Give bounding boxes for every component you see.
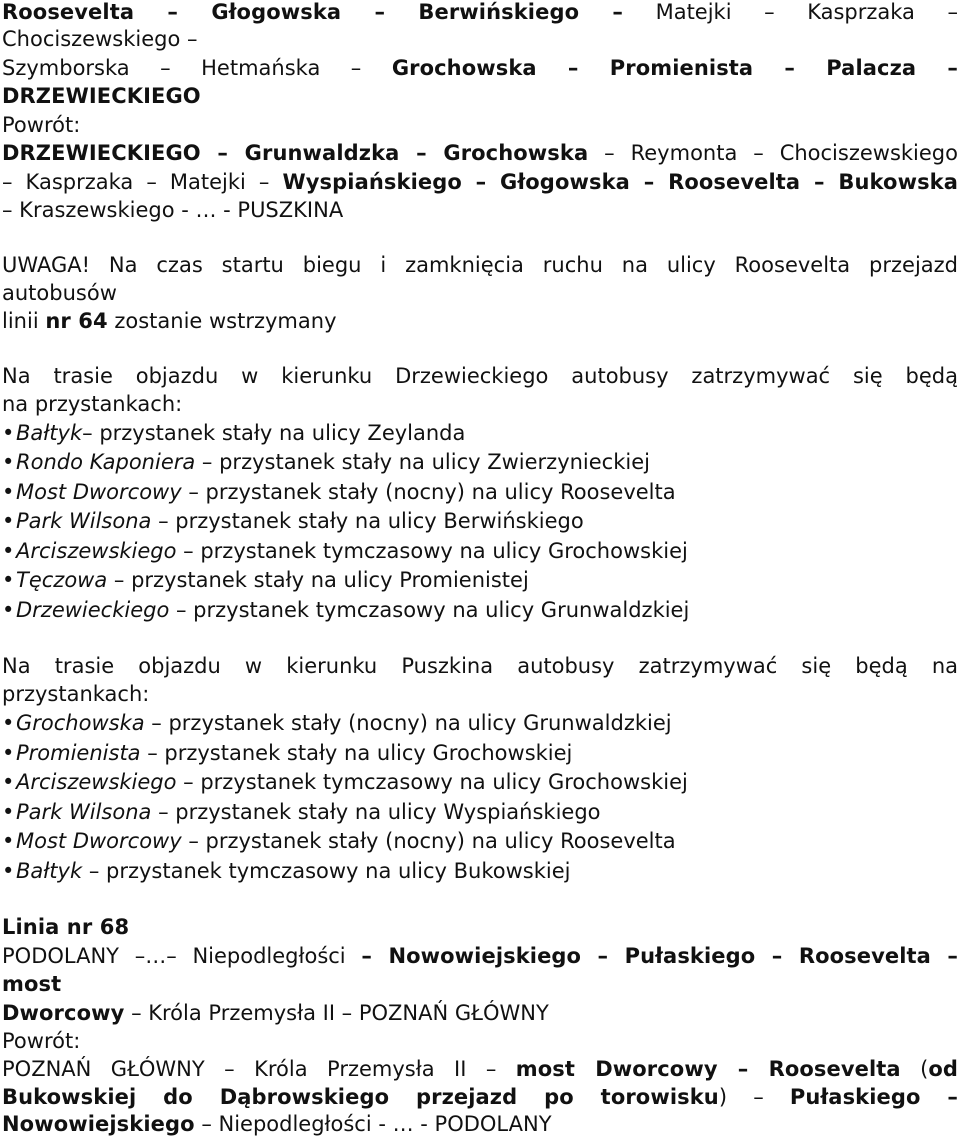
stop-list-item	[2, 827, 958, 856]
route64-line-6	[2, 139, 958, 168]
stop-list-item	[2, 419, 958, 448]
stop-name: Tęczowa	[16, 568, 108, 592]
route64-line-8: – Kraszewskiego - … - PUSZKINA	[2, 198, 344, 222]
route-segment-bold: Grochowska – Promienista – Palacza –	[391, 56, 958, 80]
stop-list-item	[2, 537, 958, 566]
bullet-icon: •	[2, 800, 15, 824]
bullet-icon: •	[2, 711, 15, 735]
route-segment-bold: DRZEWIECKIEGO – Grunwaldzka – Grochowska	[2, 141, 589, 165]
stop-description: – przystanek stały (nocny) na ulicy Grunwaldzkiej	[144, 711, 672, 735]
stop-description: – przystanek stały na ulicy Promienistej	[107, 568, 529, 592]
warning-line-1: UWAGA! Na czas startu biegu i zamknięcia ruchu na ulicy Roosevelta przejazd	[2, 253, 958, 277]
stop-list-item	[2, 507, 958, 536]
stop-description: – przystanek stały (nocny) na ulicy Roosevelta	[181, 480, 676, 504]
bullet-icon: •	[2, 480, 15, 504]
route64-line-4: DRZEWIECKIEGO	[2, 84, 201, 108]
stop-description: – przystanek stały na ulicy Berwińskiego	[151, 509, 584, 533]
stop-name: Most Dworcowy	[16, 829, 182, 853]
route-segment: – Niepodległości - … - PODOLANY	[194, 1112, 552, 1136]
stop-description: – przystanek stały (nocny) na ulicy Roosevelta	[181, 829, 676, 853]
stop-description: – przystanek tymczasowy na ulicy Grochowskiej	[176, 770, 688, 794]
stop-list-item	[2, 448, 958, 477]
detour-drzewieckiego-intro-2: na przystankach:	[2, 392, 183, 416]
route-segment: (	[900, 1057, 929, 1081]
route-segment: – Kasprzaka – Matejki –	[2, 170, 283, 194]
stop-name: Arciszewskiego	[16, 539, 177, 563]
bullet-icon: •	[2, 770, 15, 794]
warning-line-3	[2, 307, 958, 336]
line68-line-5	[2, 1055, 958, 1084]
stop-name: Most Dworcowy	[16, 480, 182, 504]
bullet-icon: •	[2, 539, 15, 563]
route64-line-7	[2, 168, 958, 197]
bullet-icon: •	[2, 421, 15, 445]
route-segment-bold: Nowowiejskiego	[2, 1112, 195, 1136]
stop-name: Bałtyk	[16, 421, 83, 445]
route-segment-bold: Roosevelta – Głogowska – Berwińskiego –	[2, 0, 624, 24]
stop-list-item	[2, 566, 958, 595]
route-segment-bold: od	[928, 1057, 958, 1081]
warning-text: linii	[2, 309, 46, 333]
stop-list-item	[2, 596, 958, 625]
stop-description: – przystanek tymczasowy na ulicy Grochowskiej	[176, 539, 688, 563]
stop-name: Drzewieckiego	[16, 598, 170, 622]
bullet-icon: •	[2, 598, 15, 622]
stop-list-item	[2, 709, 958, 738]
stop-name: Rondo Kaponiera	[16, 450, 196, 474]
stop-description: – przystanek tymczasowy na ulicy Grunwaldzkiej	[169, 598, 690, 622]
route-segment: PODOLANY –…– Niepodległości	[2, 944, 362, 968]
route-segment-bold: Pułaskiego –	[789, 1085, 959, 1109]
bullet-icon: •	[2, 859, 15, 883]
stop-list-item	[2, 478, 958, 507]
route-segment-bold: most Dworcowy – Roosevelta	[515, 1057, 901, 1081]
bullet-icon: •	[2, 829, 15, 853]
stop-name: Promienista	[16, 741, 141, 765]
stop-description: – przystanek stały na ulicy Zwierzynieckiej	[195, 450, 650, 474]
route64-return-label: Powrót:	[2, 113, 81, 137]
line68-line-3	[2, 999, 958, 1028]
route-segment-bold: Wyspiańskiego – Głogowska – Roosevelta – Bukowska	[282, 170, 959, 194]
line68-line-6	[2, 1083, 958, 1112]
route-segment-bold: Bukowskiej do Dąbrowskiego przejazd po torowisku	[2, 1085, 719, 1109]
line-number: nr 64	[45, 309, 108, 333]
line68-line-1	[2, 942, 958, 971]
stop-description: – przystanek tymczasowy na ulicy Bukowskiej	[82, 859, 571, 883]
route-segment: Szymborska – Hetmańska –	[2, 56, 392, 80]
stop-name: Bałtyk	[16, 859, 83, 883]
bullet-icon: •	[2, 450, 15, 474]
warning-line-2: autobusów	[2, 281, 117, 305]
stop-list-item	[2, 739, 958, 768]
route64-line-1	[2, 0, 958, 27]
stop-description: – przystanek stały na ulicy Grochowskiej	[140, 741, 573, 765]
detour-puszkina-intro-1: Na trasie objazdu w kierunku Puszkina autobusy zatrzymywać się będą na	[2, 654, 958, 678]
bullet-icon: •	[2, 509, 15, 533]
detour-puszkina-intro-2: przystankach:	[2, 682, 150, 706]
route-segment-bold: Dworcowy	[2, 1001, 125, 1025]
stop-name: Arciszewskiego	[16, 770, 177, 794]
detour-drzewieckiego-intro-1: Na trasie objazdu w kierunku Drzewieckiego autobusy zatrzymywać się będą	[2, 364, 958, 388]
stop-name: Park Wilsona	[16, 800, 152, 824]
bullet-icon: •	[2, 741, 15, 765]
route-segment: POZNAŃ GŁÓWNY – Króla Przemysła II –	[2, 1057, 516, 1081]
line68-heading: Linia nr 68	[2, 915, 130, 939]
route64-line-2: Chociszewskiego –	[2, 27, 198, 51]
route64-line-3	[2, 54, 958, 83]
line68-return-label: Powrót:	[2, 1029, 81, 1053]
stop-list-item	[2, 798, 958, 827]
stop-list-item	[2, 857, 958, 886]
line68-line-7	[2, 1110, 958, 1139]
route-segment: Matejki – Kasprzaka –	[623, 0, 958, 24]
route-segment: – Króla Przemysła II – POZNAŃ GŁÓWNY	[124, 1001, 549, 1025]
route-segment: – Reymonta – Chociszewskiego	[588, 141, 958, 165]
stop-description: – przystanek stały na ulicy Wyspiańskiego	[151, 800, 601, 824]
stop-list-item	[2, 768, 958, 797]
route-segment: ) –	[718, 1085, 790, 1109]
bullet-icon: •	[2, 568, 15, 592]
stop-name: Grochowska	[16, 711, 145, 735]
warning-text: zostanie wstrzymany	[107, 309, 337, 333]
stop-description: – przystanek stały na ulicy Zeylanda	[82, 421, 466, 445]
route-segment-bold: – Nowowiejskiego – Pułaskiego – Roosevelta –	[361, 944, 958, 968]
stop-name: Park Wilsona	[16, 509, 152, 533]
line68-line-2: most	[2, 972, 62, 996]
